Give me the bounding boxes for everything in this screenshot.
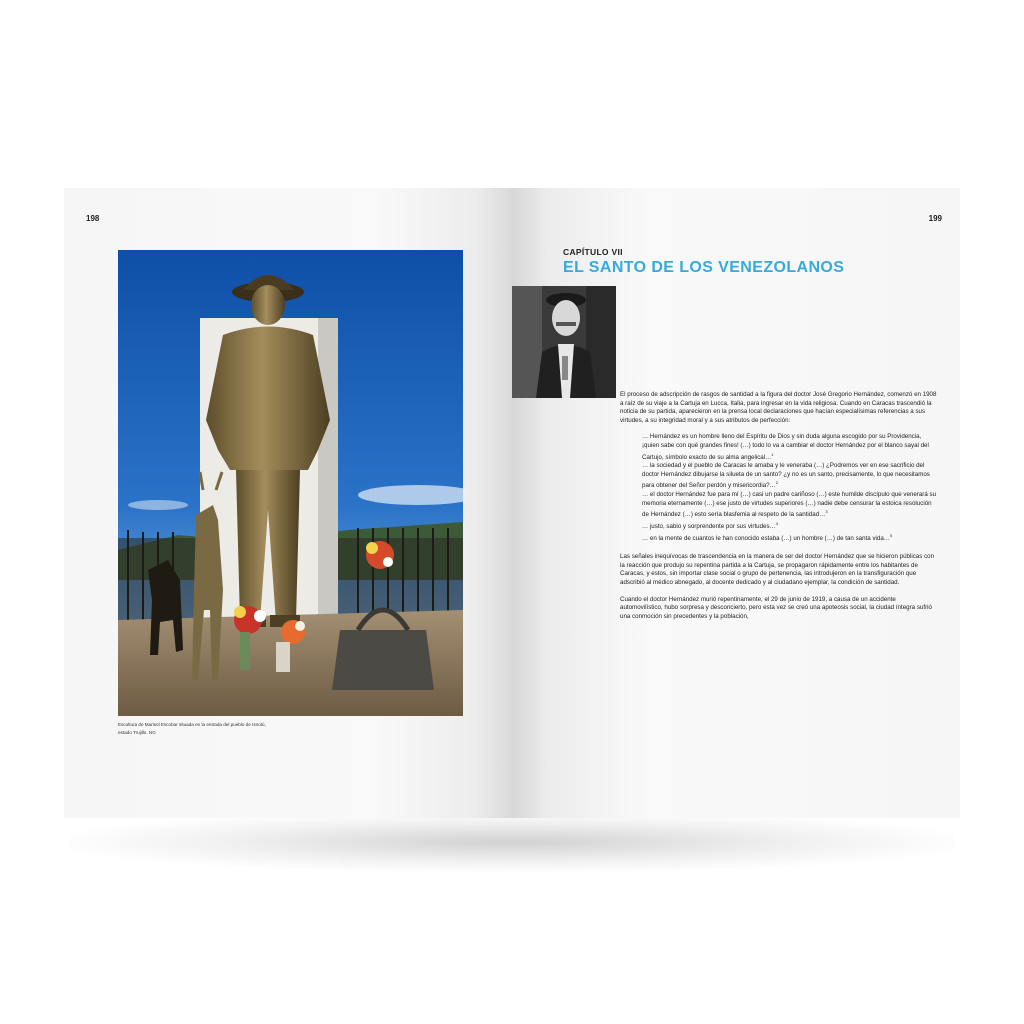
book-shadow — [70, 812, 954, 872]
quote-block — [620, 433, 940, 543]
right-page — [512, 188, 960, 818]
quote-item: … el doctor Hernández fue para mí (…) casi un padre cariñoso (…) este humilde discípulo que venerará su memoria eternamente (…) ese justo de virtudes superiores (…) nadie debe censurar la estoica resolución de Hernández (…) esto sería blasfemia al respeto de la santidad…$^3$ — [642, 491, 937, 519]
body-text — [620, 391, 940, 629]
footnote-marker: 2 — [775, 480, 779, 486]
footnote-marker: 5 — [889, 532, 893, 538]
portrait-photo — [512, 286, 616, 398]
statue-photo — [118, 250, 463, 716]
footnote-marker: 4 — [775, 520, 779, 526]
paragraph: El proceso de adscripción de rasgos de santidad a la figura del doctor José Gregorio Hernández, comenzó en 1908 a raíz de su viaje a la Cartuja en Lucca, Italia, para ingresar en la vida religiosa. Cuando en Caracas trascendió la noticia de su partida, aparecieron en la prensa local declaraciones que hacían especialísimas referencias a sus virtudes, a su integridad moral y a sus atributos de perfección: — [620, 391, 937, 424]
chapter-label: CAPÍTULO VII — [563, 247, 623, 257]
page-number-right: 199 — [928, 214, 942, 223]
footnote-marker: 3 — [825, 509, 828, 515]
photo-caption: Escultura de Marisol Escobar situada en la entrada del pueblo de Isnotú, estado Trujillo. NG — [118, 722, 266, 735]
quote-item: … justo, sabio y sorprendente por sus virtudes…$^4$ — [642, 520, 779, 530]
left-page — [64, 188, 512, 818]
paragraph: Cuando el doctor Hernández murió repentinamente, el 29 de junio de 1919, a causa de un accidente automovilístico, hubo sorpresa y desconcierto, pero esta vez se creó una apoteosis social, la ciudad íntegra sufrió una conmoción sin precedentes y la población, — [620, 595, 932, 620]
chapter-title: EL SANTO DE LOS VENEZOLANOS — [563, 259, 845, 276]
quote-item: … la sociedad y el pueblo de Caracas le amaba y le veneraba (…) ¿Podremos ver en ese sacrificio del doctor Hernández dibujarse la silueta de un santo? ¿y no es un santo, precisamente, lo que necesitamos para obtener del Señor perdón y misericordia?…$^2$ — [642, 462, 930, 490]
paragraph: Las señales inequívocas de trascendencia en la manera de ser del doctor Hernández que se hicieron públicas con la reacción que produjo su repentina partida a la Cartuja, se propagaron rápidamente entre los habitantes de Caracas, y estos, sin importar clase social o grupo de pertenencia, las introdujeron en la transfiguración que adscribió al médico abnegado, al docente dedicado y al ciudadano ejemplar, la condición de santidad. — [620, 553, 935, 586]
quote-item: … Hernández es un hombre lleno del Espíritu de Dios y sin duda alguna escogido por su Providencia, ¡quien sabe con qué grandes fines! (…) todo lo va a cambiar el doctor Hernández por el blanco sayal del Cartujo, símbolo exacto de su alma angelical…$^1$ — [642, 433, 929, 461]
footnote-marker: 1 — [771, 451, 774, 457]
quote-item: … en la mente de cuantos le han conocido estaba (…) un hombre (…) de tan santa vida…$^5$ — [642, 532, 893, 542]
page-number-left: 198 — [86, 214, 100, 223]
